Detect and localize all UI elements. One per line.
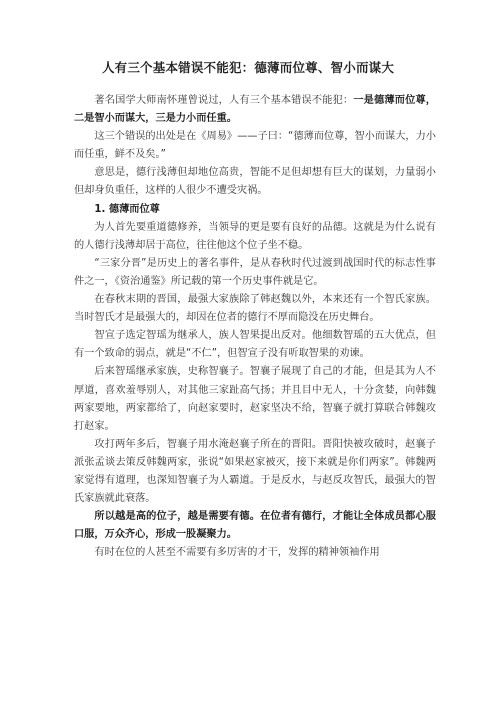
paragraph-conclusion: 所以越是高的位子，越是需要有德。在位者有德行，才能让全体成员都心服口服，万众齐心，形成一股凝聚力。: [74, 511, 436, 541]
intro-emphasis: 一是德薄而位尊，二是智小而谋大，三是力小而任重。: [74, 95, 436, 125]
document-body: [74, 92, 436, 562]
paragraph-zhi-clan: 在春秋末期的晋国，最强大家族除了韩赵魏以外，本来还有一个智氏家族。当时智氏才是最强大的，却因在位者的德行不厚而隐没在历史舞台。: [74, 294, 436, 324]
paragraph-three-families: “三家分晋”是历史上的著名事件，是从春秋时代过渡到战国时代的标志性事件之一，《资治通鉴》所记载的第一个历史事件就是它。: [74, 257, 436, 287]
paragraph-zhi-xiangzi: 后来智瑶继承家族，史称智襄子。智襄子展现了自己的才能，但是其为人不厚道，喜欢羞辱别人，对其他三家趾高气扬；并且目中无人，十分贪婪，向韩魏两家要地，两家都给了，向赵家要时，赵家坚决不给，智襄子就打算联合韩魏攻打赵家。: [74, 366, 436, 432]
section-heading-1: 1. 德薄而位尊: [94, 203, 160, 215]
document-title: 人有三个基本错误不能犯：德薄而位尊、智小而谋大: [101, 60, 395, 75]
intro-paragraph: [74, 92, 436, 128]
paragraph-virtue: 为人首先要重道德修养，当领导的更是要有良好的品德。这就是为什么说有的人德行浅薄却居于高位，往往他这个位子坐不稳。: [74, 221, 436, 251]
paragraph-meaning: 意思是，德行浅薄但却地位高贵，智能不足但却想有巨大的谋划，力量弱小但却身负重任，这样的人很少不遭受灾祸。: [74, 167, 436, 197]
paragraph-origin: 这三个错误的出处是在《周易》——子曰：“德薄而位尊，智小而谋大，力小而任重，鲜不及矣。”: [74, 131, 436, 161]
paragraph-zhi-yao: 智宣子选定智瑶为继承人，族人智果提出反对。他细数智瑶的五大优点，但有一个致命的弱点，就是“不仁”，但智宣子没有听取智果的劝谏。: [74, 330, 436, 360]
paragraph-jinyang: 攻打两年多后，智襄子用水淹赵襄子所在的晋阳。晋阳快被攻破时，赵襄子派张孟谈去策反韩魏两家，张说“如果赵家被灭，接下来就是你们两家”。韩魏两家觉得有道理，也深知智襄子为人霸道。于是反水，与赵反攻智氏，最强大的智氏家族就此衰落。: [74, 438, 436, 505]
intro-lead: 著名国学大师南怀瑾曾说过，人有三个基本错误不能犯：: [94, 95, 354, 106]
paragraph-continuation: 有时在位的人甚至不需要有多厉害的才干，发挥的精神领袖作用: [94, 547, 380, 559]
